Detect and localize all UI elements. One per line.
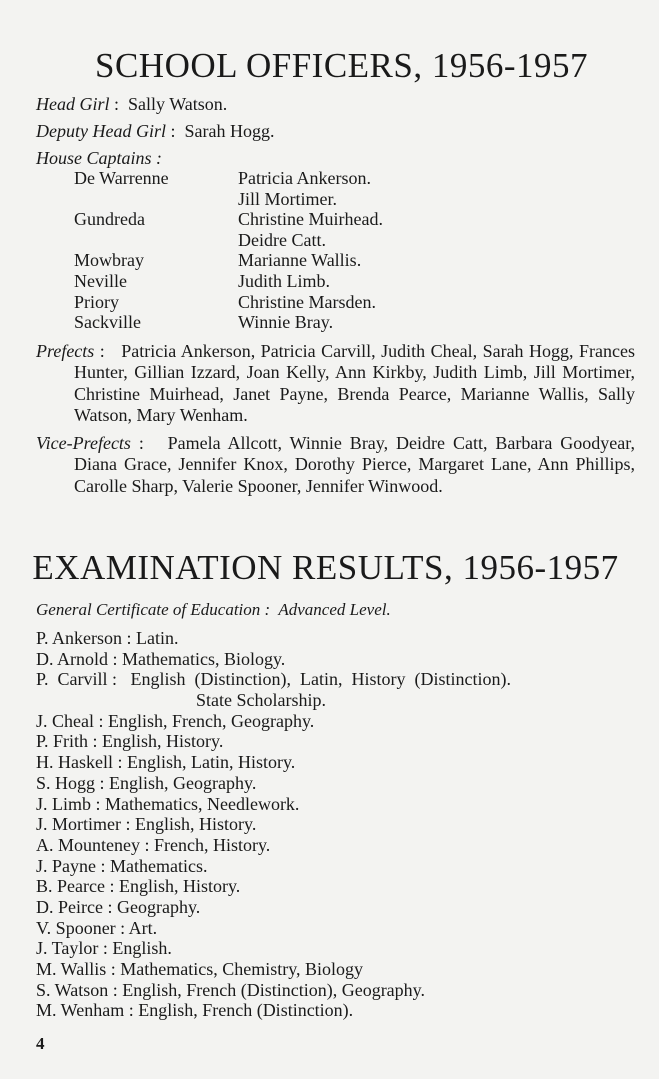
house-name xyxy=(36,189,238,210)
prefects-paragraph: Prefects : Patricia Ankerson, Patricia Carvill, Judith Cheal, Sarah Hogg, Frances Hunter, Gillian Izzard, Joan Kelly, Ann Kirkby, Judith Limb, Jill Mortimer, Christine Muirhead, Janet Payne, Brenda Pearce, Marianne Wallis, Sally Watson, Mary Wenham. xyxy=(36,340,635,426)
result-line: J. Payne : Mathematics. xyxy=(36,855,208,876)
result-line: J. Mortimer : English, History. xyxy=(36,814,257,835)
result-line: S. Hogg : English, Geography. xyxy=(36,772,257,793)
result-line: P. Carvill : English (Distinction), Latin, History (Distinction). xyxy=(36,669,511,690)
head-girl-label: Head Girl xyxy=(36,94,110,114)
results-list xyxy=(36,628,635,1021)
vice-prefects-list: Pamela Allcott, Winnie Bray, Deidre Catt, Barbara Goodyear, Diana Grace, Jennifer Knox, Dorothy Pierce, Margaret Lane, Ann Phillips, Carolle Sharp, Valerie Spooner, Jennifer Winwood. xyxy=(74,432,635,496)
exams-subtitle-a: General Certificate of Education xyxy=(36,600,261,619)
house-name: Sackville xyxy=(74,312,141,333)
result-line: J. Limb : Mathematics, Needlework. xyxy=(36,793,300,814)
result-line: A. Mounteney : French, History. xyxy=(36,834,271,855)
page-number: 4 xyxy=(36,1034,45,1053)
head-girl-name: Sally Watson. xyxy=(128,94,228,114)
result-line: J. Cheal : English, French, Geography. xyxy=(36,710,315,731)
head-girl-line: Head Girl : Sally Watson. xyxy=(36,94,228,114)
result-line: B. Pearce : English, History. xyxy=(36,876,241,897)
house-name: Priory xyxy=(74,291,119,312)
house-captain-row xyxy=(36,292,635,313)
deputy-line: Deputy Head Girl : Sarah Hogg. xyxy=(36,121,275,141)
result-line: State Scholarship. xyxy=(196,690,326,711)
officers-section xyxy=(36,94,635,503)
prefects-label: Prefects xyxy=(36,340,95,361)
exams-section xyxy=(36,600,635,1021)
house-name: Gundreda xyxy=(74,209,145,230)
result-line: H. Haskell : English, Latin, History. xyxy=(36,752,296,773)
vice-prefects-paragraph: Vice-Prefects : Pamela Allcott, Winnie Bray, Deidre Catt, Barbara Goodyear, Diana Grace, Jennifer Knox, Dorothy Pierce, Margaret Lane, Ann Phillips, Carolle Sharp, Valerie Spooner, Jennifer Winwood. xyxy=(36,432,635,496)
prefects-list: Patricia Ankerson, Patricia Carvill, Judith Cheal, Sarah Hogg, Frances Hunter, Gillian Izzard, Joan Kelly, Ann Kirkby, Judith Limb, Jill Mortimer, Christine Muirhead, Janet Payne, Brenda Pearce, Marianne Wallis, Sally Watson, Mary Wenham. xyxy=(74,340,635,426)
house-captain-row xyxy=(36,230,635,251)
house-name: De Warrenne xyxy=(74,168,169,188)
captain-name: Marianne Wallis. xyxy=(238,250,362,271)
result-line: D. Arnold : Mathematics, Biology. xyxy=(36,648,286,669)
result-line: D. Peirce : Geography. xyxy=(36,896,201,917)
vice-prefects-label: Vice-Prefects xyxy=(36,432,131,453)
house-captains-list xyxy=(36,168,635,333)
house-captain-row xyxy=(36,271,635,292)
house-captain-row xyxy=(36,250,635,271)
result-line: M. Wenham : English, French (Distinction). xyxy=(36,1000,354,1021)
result-line: P. Frith : English, History. xyxy=(36,731,224,752)
exams-subtitle-b: Advanced Level. xyxy=(278,600,391,619)
captain-name: Jill Mortimer. xyxy=(238,188,337,209)
house-captain-row xyxy=(36,189,635,210)
house-captain-row xyxy=(36,209,635,230)
house-name: Neville xyxy=(74,270,127,291)
result-line: J. Taylor : English. xyxy=(36,938,172,959)
deputy-name: Sarah Hogg. xyxy=(184,121,275,141)
captain-name: Winnie Bray. xyxy=(238,312,334,333)
exams-title: EXAMINATION RESULTS, 1956-1957 xyxy=(32,548,619,587)
captain-name: Patricia Ankerson. xyxy=(238,168,371,188)
result-line: V. Spooner : Art. xyxy=(36,917,158,938)
house-name: Mowbray xyxy=(74,250,144,271)
exams-subtitle: General Certificate of Education : Advanced Level. xyxy=(36,600,391,619)
result-line: S. Watson : English, French (Distinction), Geography. xyxy=(36,979,426,1000)
house-captain-row xyxy=(36,168,635,189)
officers-title: SCHOOL OFFICERS, 1956-1957 xyxy=(94,46,589,85)
result-line: M. Wallis : Mathematics, Chemistry, Biology xyxy=(36,959,364,979)
result-line: P. Ankerson : Latin. xyxy=(36,628,179,648)
house-captains-label: House Captains : xyxy=(36,148,162,168)
house-name xyxy=(36,230,238,251)
captain-name: Judith Limb. xyxy=(238,270,331,291)
captain-name: Deidre Catt. xyxy=(238,229,326,250)
captain-name: Christine Marsden. xyxy=(238,291,376,312)
deputy-label: Deputy Head Girl xyxy=(36,121,166,141)
captain-name: Christine Muirhead. xyxy=(238,209,383,230)
house-captain-row xyxy=(36,312,635,333)
